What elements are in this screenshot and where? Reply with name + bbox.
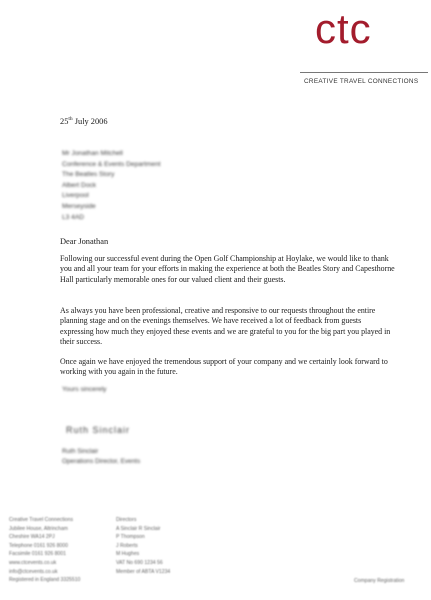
date-day: 25 <box>60 117 69 126</box>
body-paragraph: As always you have been professional, creative and responsive to our requests throughout the entire planning stage and on the evenings themselves. We have received a lot of feedback from guests expressing how much they enjoyed these events and we are grateful to you for the big part you played in their success. <box>60 306 391 346</box>
footer-line: info@ctcevents.co.uk <box>9 568 58 575</box>
footer-line: Registered in England 3325510 <box>9 577 81 584</box>
address-line: Albert Dock <box>62 181 97 189</box>
date-month-year: July 2006 <box>74 117 108 126</box>
footer-line: Facsimile 0161 926 8001 <box>9 551 66 558</box>
address-line: L3 4AD <box>62 213 84 221</box>
signature: Ruth Sinclair <box>66 425 131 435</box>
address-line: Conference & Events Department <box>62 160 161 168</box>
address-line: The Beatles Story <box>62 171 115 179</box>
signer-title: Operations Director, Events <box>62 457 141 465</box>
footer-line: Jubilee House, Altrincham <box>9 525 68 532</box>
closing: Yours sincerely <box>62 386 107 393</box>
footer-column-right: Company Registration <box>354 578 405 584</box>
address-line: Merseyside <box>62 202 96 210</box>
body-paragraph: Following our successful event during the Open Golf Championship at Hoylake, we would like to thank you and all your team for your efforts in making the experience at both the Beatles Story and Capesthorne Hall particularly memorable ones for our valued client and their guests. <box>60 254 395 284</box>
footer-line: Cheshire WA14 2PJ <box>9 534 55 541</box>
letterhead-rule <box>300 72 428 73</box>
footer-line: Directors <box>116 517 137 523</box>
footer-line: Member of ABTA V1234 <box>116 568 171 575</box>
recipient-address <box>62 149 161 223</box>
footer-line: P Thompson <box>116 534 145 541</box>
footer-line: VAT No 690 1234 56 <box>116 559 163 566</box>
signer-name: Ruth Sinclair <box>62 448 99 455</box>
signer-block <box>62 447 140 466</box>
footer-line: M Hughes <box>116 551 140 558</box>
footer-line: A Sinclair R Sinclair <box>116 525 161 532</box>
salutation: Dear Jonathan <box>60 237 109 246</box>
body-paragraph: Once again we have enjoyed the tremendous support of your company and we certainly look forward to working with you again in the future. <box>60 357 388 377</box>
company-tagline: CREATIVE TRAVEL CONNECTIONS <box>304 78 419 85</box>
footer-line: www.ctcevents.co.uk <box>9 559 57 566</box>
date-suffix: th <box>68 116 73 123</box>
address-line: Liverpool <box>62 192 89 200</box>
footer-line: Telephone 0161 926 8000 <box>9 542 68 549</box>
footer-column-middle <box>116 516 170 576</box>
letter-date <box>60 117 108 126</box>
footer-line: J Roberts <box>116 542 138 549</box>
company-logo: ctc <box>315 5 372 52</box>
footer-column-left <box>9 516 80 585</box>
address-line: Mr Jonathan Mitchell <box>62 150 123 157</box>
footer-line: Creative Travel Connections <box>9 517 73 523</box>
